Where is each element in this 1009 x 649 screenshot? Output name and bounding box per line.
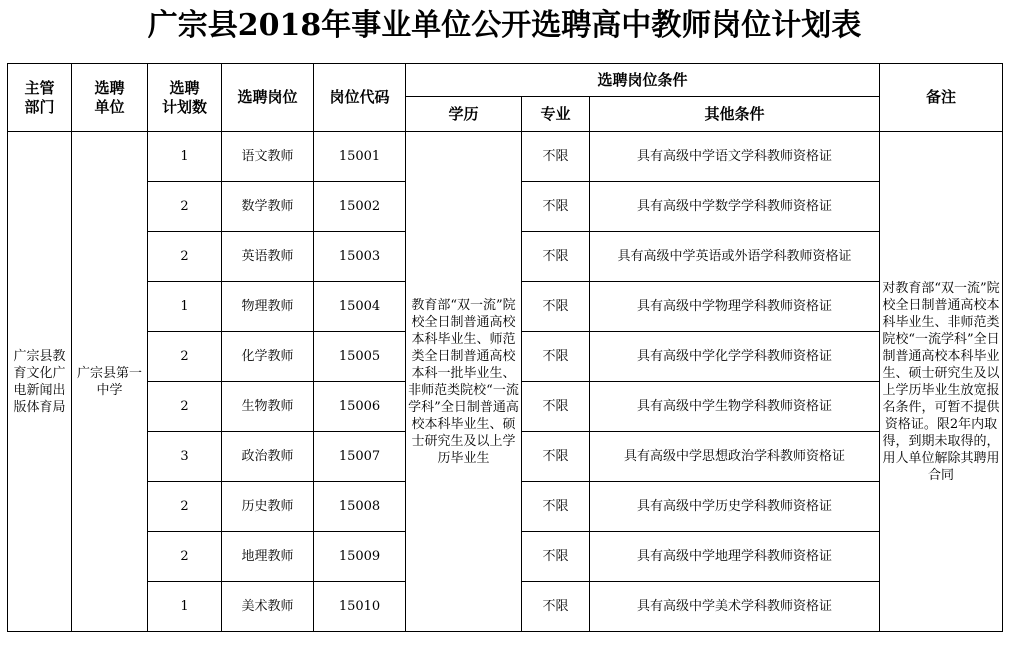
major-cell: 不限 <box>522 232 590 282</box>
header-note: 备注 <box>880 64 1003 132</box>
count-cell: 2 <box>148 532 222 582</box>
position-cell: 政治教师 <box>222 432 314 482</box>
header-dept: 主管 部门 <box>8 64 72 132</box>
header-row-top <box>8 64 1003 97</box>
count-cell: 1 <box>148 132 222 182</box>
header-code: 岗位代码 <box>314 64 406 132</box>
code-cell: 15002 <box>314 182 406 232</box>
major-cell: 不限 <box>522 182 590 232</box>
header-unit: 选聘 单位 <box>72 64 148 132</box>
major-cell: 不限 <box>522 132 590 182</box>
header-conditions: 选聘岗位条件 <box>406 64 880 97</box>
unit-cell: 广宗县第一中学 <box>72 132 148 632</box>
position-plan-table <box>7 63 1003 632</box>
header-position: 选聘岗位 <box>222 64 314 132</box>
major-cell: 不限 <box>522 382 590 432</box>
count-cell: 2 <box>148 232 222 282</box>
other-cell: 具有高级中学思想政治学科教师资格证 <box>590 432 880 482</box>
other-cell: 具有高级中学数学学科教师资格证 <box>590 182 880 232</box>
code-cell: 15006 <box>314 382 406 432</box>
note-cell: 对教育部“双一流”院校全日制普通高校本科毕业生、非师范类院校“一流学科”全日制普通高校本科毕业生、硕士研究生及以上学历毕业生放宽报名条件，可暂不提供资格证。限2年内取得，到期未取得的，用人单位解除其聘用合同 <box>880 132 1003 632</box>
page-title: 广宗县2018年事业单位公开选聘高中教师岗位计划表 <box>147 8 862 43</box>
code-cell: 15008 <box>314 482 406 532</box>
count-cell: 1 <box>148 282 222 332</box>
code-cell: 15003 <box>314 232 406 282</box>
major-cell: 不限 <box>522 432 590 482</box>
major-cell: 不限 <box>522 582 590 632</box>
count-cell: 3 <box>148 432 222 482</box>
other-cell: 具有高级中学生物学科教师资格证 <box>590 382 880 432</box>
position-cell: 历史教师 <box>222 482 314 532</box>
position-cell: 美术教师 <box>222 582 314 632</box>
position-cell: 化学教师 <box>222 332 314 382</box>
position-cell: 物理教师 <box>222 282 314 332</box>
other-cell: 具有高级中学物理学科教师资格证 <box>590 282 880 332</box>
other-cell: 具有高级中学化学学科教师资格证 <box>590 332 880 382</box>
count-cell: 2 <box>148 332 222 382</box>
other-cell: 具有高级中学历史学科教师资格证 <box>590 482 880 532</box>
count-cell: 2 <box>148 182 222 232</box>
major-cell: 不限 <box>522 482 590 532</box>
code-cell: 15007 <box>314 432 406 482</box>
header-other: 其他条件 <box>590 97 880 132</box>
other-cell: 具有高级中学英语或外语学科教师资格证 <box>590 232 880 282</box>
code-cell: 15010 <box>314 582 406 632</box>
major-cell: 不限 <box>522 532 590 582</box>
code-cell: 15004 <box>314 282 406 332</box>
header-education: 学历 <box>406 97 522 132</box>
header-count: 选聘 计划数 <box>148 64 222 132</box>
count-cell: 2 <box>148 482 222 532</box>
code-cell: 15009 <box>314 532 406 582</box>
code-cell: 15005 <box>314 332 406 382</box>
position-cell: 生物教师 <box>222 382 314 432</box>
position-cell: 英语教师 <box>222 232 314 282</box>
count-cell: 2 <box>148 382 222 432</box>
other-cell: 具有高级中学语文学科教师资格证 <box>590 132 880 182</box>
position-cell: 语文教师 <box>222 132 314 182</box>
code-cell: 15001 <box>314 132 406 182</box>
education-cell: 教育部“双一流”院校全日制普通高校本科毕业生、师范类全日制普通高校本科一批毕业生、非师范类院校“一流学科”全日制普通高校本科毕业生、硕士研究生及以上学历毕业生 <box>406 132 522 632</box>
count-cell: 1 <box>148 582 222 632</box>
dept-cell: 广宗县教育文化广电新闻出版体育局 <box>8 132 72 632</box>
other-cell: 具有高级中学美术学科教师资格证 <box>590 582 880 632</box>
position-cell: 地理教师 <box>222 532 314 582</box>
major-cell: 不限 <box>522 282 590 332</box>
major-cell: 不限 <box>522 332 590 382</box>
header-major: 专业 <box>522 97 590 132</box>
table-row <box>8 132 1003 182</box>
position-cell: 数学教师 <box>222 182 314 232</box>
other-cell: 具有高级中学地理学科教师资格证 <box>590 532 880 582</box>
